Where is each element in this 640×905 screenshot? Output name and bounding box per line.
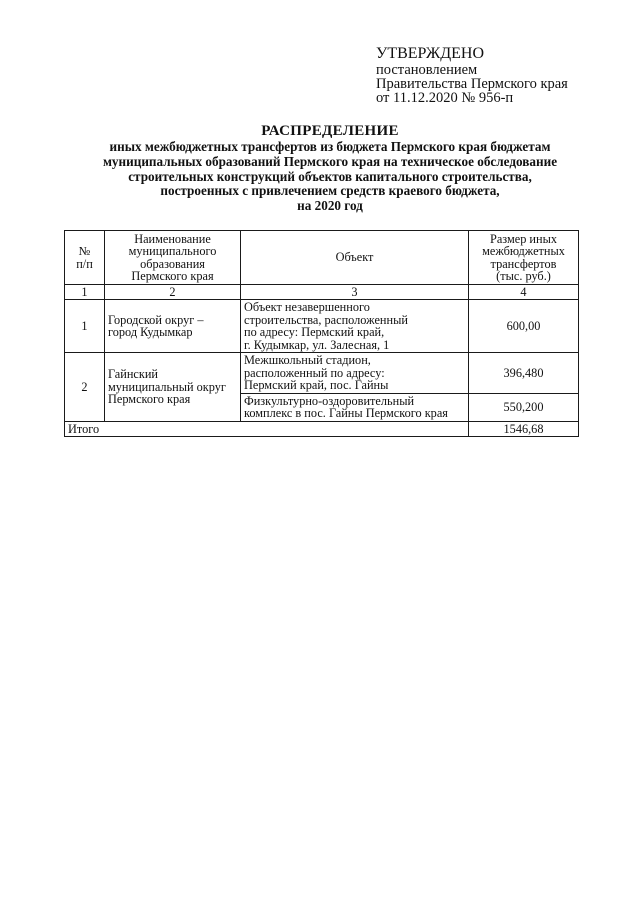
column-number: 1 xyxy=(65,285,105,300)
table-row xyxy=(65,300,579,353)
approval-line-decree: постановлением xyxy=(376,62,478,78)
column-number: 2 xyxy=(105,285,241,300)
row-object: Физкультурно-оздоровительный комплекс в пос. Гайны Пермского края xyxy=(241,393,469,421)
approval-line-date-number: от 11.12.2020 № 956-п xyxy=(376,90,514,106)
title-subtitle: иных межбюджетных трансфертов из бюджета Пермского края бюджетам муниципальных образований Пермского края на техническое обследование строительных конструкций объектов капитального строительства, построенных с привлечением средств краевого бюджета, на 2020 год xyxy=(102,139,558,214)
header-municipality: Наименование муниципального образования Пермского края xyxy=(105,231,241,285)
row-municipality: Гайнский муниципальный округ Пермского края xyxy=(105,353,241,422)
row-amount: 396,480 xyxy=(469,353,579,394)
header-object: Объект xyxy=(241,231,469,285)
column-number: 4 xyxy=(469,285,579,300)
header-num: № п/п xyxy=(65,231,105,285)
title-main: РАСПРЕДЕЛЕНИЕ xyxy=(261,123,399,139)
table-total-row xyxy=(65,421,579,437)
distribution-table xyxy=(64,230,579,437)
approval-heading: УТВЕРЖДЕНО xyxy=(376,45,485,62)
approval-stamp xyxy=(376,46,568,105)
row-object: Межшкольный стадион, расположенный по адресу: Пермский край, пос. Гайны xyxy=(241,353,469,394)
document-title xyxy=(40,122,620,214)
total-value: 1546,68 xyxy=(469,421,579,437)
row-amount: 600,00 xyxy=(469,300,579,353)
row-object: Объект незавершенного строительства, расположенный по адресу: Пермский край, г. Кудымкар, ул. Залесная, 1 xyxy=(241,300,469,353)
column-number: 3 xyxy=(241,285,469,300)
column-number-row xyxy=(65,285,579,300)
table-header-row xyxy=(65,231,579,285)
table-row xyxy=(65,353,579,394)
row-num: 2 xyxy=(65,353,105,422)
row-municipality: Городской округ – город Кудымкар xyxy=(105,300,241,353)
row-amount: 550,200 xyxy=(469,393,579,421)
header-amount: Размер иных межбюджетных трансфертов (тыс. руб.) xyxy=(469,231,579,285)
total-label: Итого xyxy=(65,421,469,437)
row-num: 1 xyxy=(65,300,105,353)
approval-line-government: Правительства Пермского края xyxy=(376,76,568,92)
